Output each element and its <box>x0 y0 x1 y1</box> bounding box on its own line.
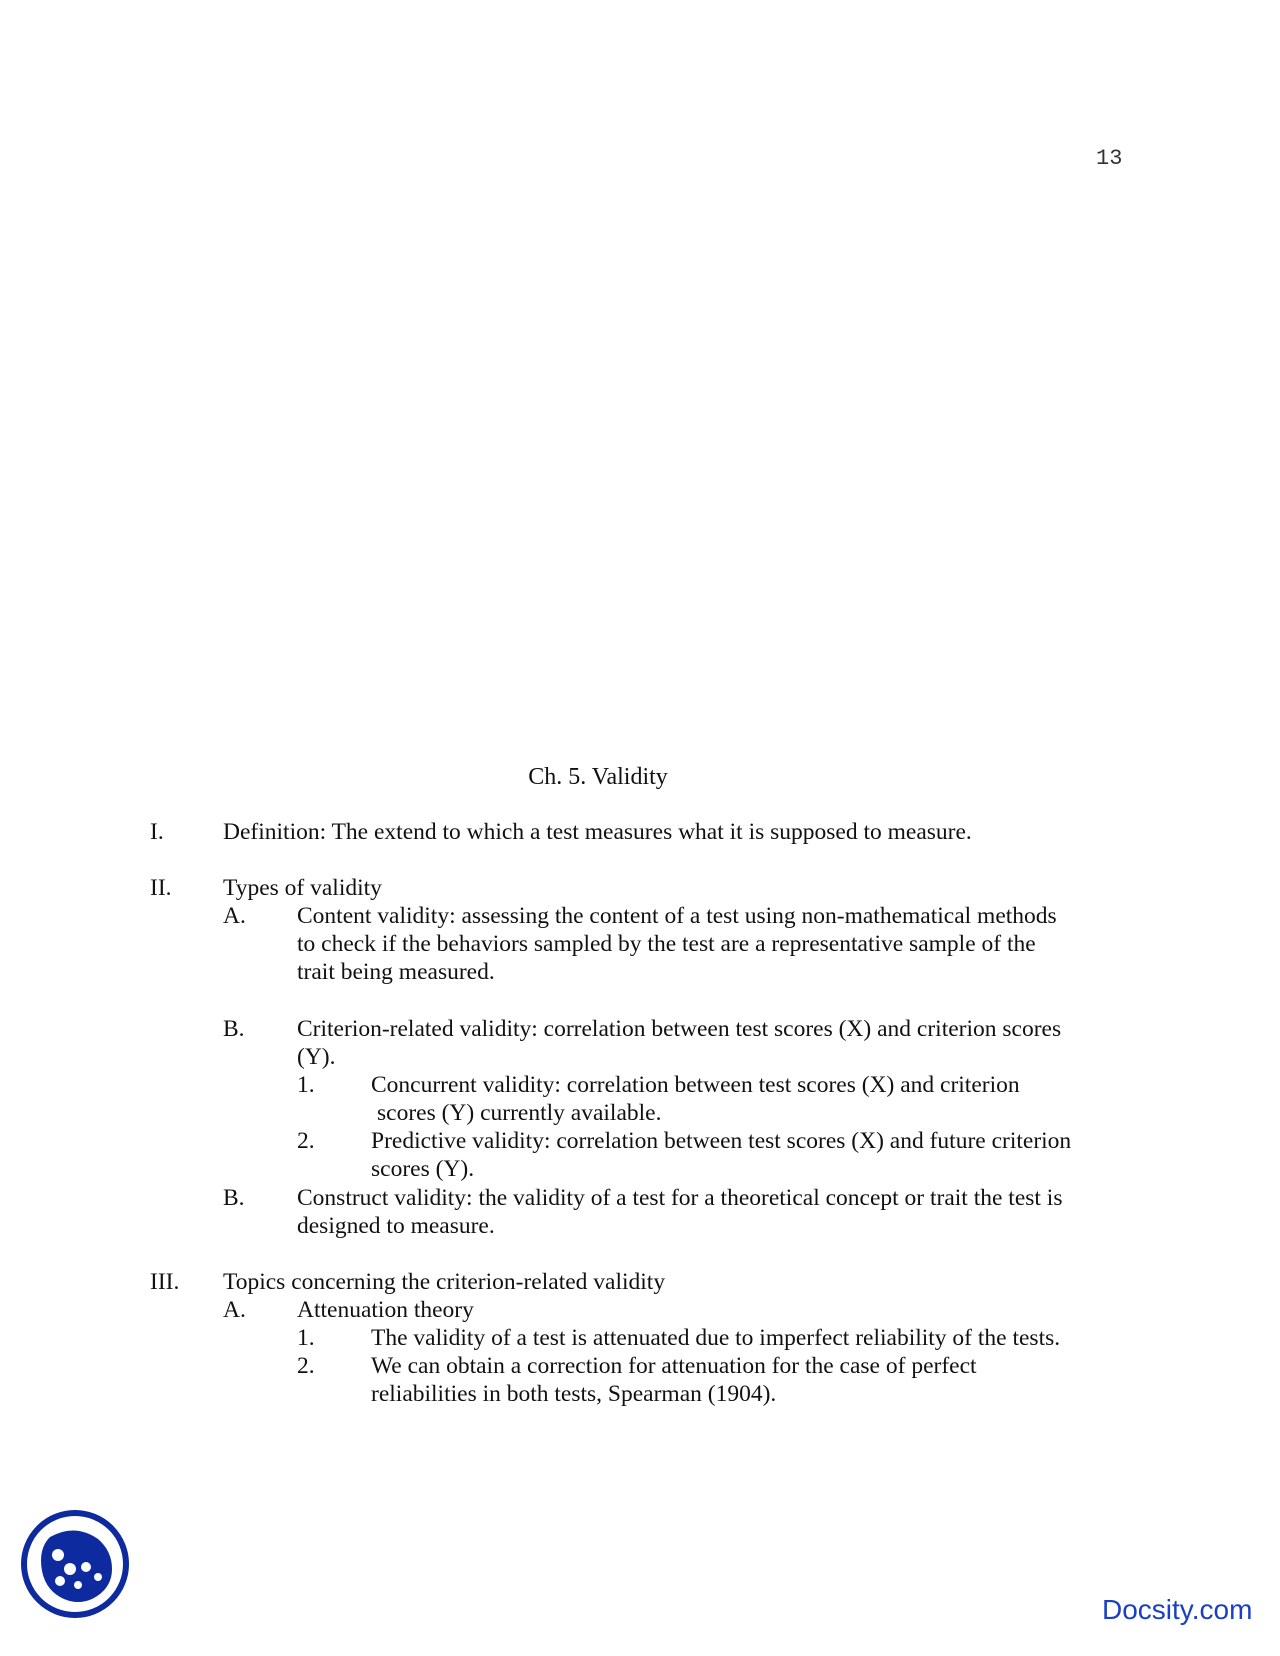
section-2a-marker: A. <box>223 903 246 929</box>
docsity-brand-link[interactable]: Docsity.com <box>1102 1594 1253 1625</box>
section-2a-line: trait being measured. <box>297 959 495 985</box>
page-title: Ch. 5. Validity <box>528 764 668 790</box>
section-3a-text: Attenuation theory <box>297 1297 474 1323</box>
docsity-logo-icon[interactable] <box>20 1509 130 1619</box>
section-3a2-line: We can obtain a correction for attenuation for the case of perfect <box>371 1353 977 1379</box>
section-2b-line: (Y). <box>297 1044 336 1070</box>
section-2b1-line: scores (Y) currently available. <box>377 1100 662 1126</box>
section-3a1-text: The validity of a test is attenuated due to imperfect reliability of the tests. <box>371 1325 1061 1351</box>
section-2a-line: Content validity: assessing the content of a test using non-mathematical methods <box>297 903 1057 929</box>
section-2b2-marker: 2. <box>297 1128 315 1154</box>
section-2b-line: Criterion-related validity: correlation between test scores (X) and criterion scores <box>297 1016 1062 1042</box>
section-3a1-marker: 1. <box>297 1325 315 1351</box>
section-3a2-marker: 2. <box>297 1353 315 1379</box>
section-2c-line: designed to measure. <box>297 1213 495 1239</box>
section-3a-marker: A. <box>223 1297 246 1323</box>
section-2b2-line: scores (Y). <box>371 1156 475 1182</box>
section-2b1-line: Concurrent validity: correlation between test scores (X) and criterion <box>371 1072 1020 1098</box>
section-2b-marker: B. <box>223 1016 245 1042</box>
section-1-marker: I. <box>150 819 164 845</box>
section-2b2-line: Predictive validity: correlation between test scores (X) and future criterion <box>371 1128 1072 1154</box>
section-2b1-marker: 1. <box>297 1072 315 1098</box>
section-3-text: Topics concerning the criterion-related validity <box>223 1269 666 1295</box>
section-3-marker: III. <box>150 1269 180 1295</box>
section-3a2-line: reliabilities in both tests, Spearman (1904). <box>371 1381 777 1407</box>
section-2-text: Types of validity <box>223 875 382 901</box>
section-2a-line: to check if the behaviors sampled by the test are a representative sample of the <box>297 931 1036 957</box>
section-2-marker: II. <box>150 875 172 901</box>
section-2c-line: Construct validity: the validity of a test for a theoretical concept or trait the test is <box>297 1185 1063 1211</box>
section-2c-marker: B. <box>223 1185 245 1211</box>
section-1-text: Definition: The extend to which a test measures what it is supposed to measure. <box>223 819 972 845</box>
page-number: 13 <box>1096 146 1123 171</box>
